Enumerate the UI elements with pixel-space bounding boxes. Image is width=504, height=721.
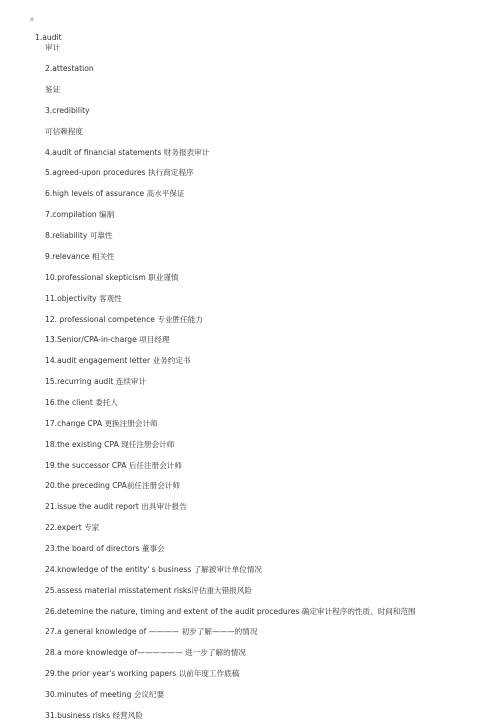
term-line: 29.the prior year's working papers 以前年度工作底稿 [45,669,240,678]
term-line: 审计 [45,43,61,52]
term-line: 4.audit of financial statements 财务报表审计 [45,148,210,157]
term-line: 17.change CPA 更换注册会计师 [45,419,158,428]
term-line: 1.audit [35,33,62,42]
term-line: 9.relevance 相关性 [45,252,115,261]
term-line: 21.issue the audit report 出具审计报告 [45,502,187,511]
term-line: 2.attestation [45,64,94,73]
term-line: 12. professional competence 专业胜任能力 [45,315,203,324]
term-line: 15.recurring audit 连续审计 [45,377,147,386]
term-line: 3.credibility [45,106,90,115]
term-line: 14.audit engagement letter 业务约定书 [45,356,191,365]
term-line: 25.assess material misstatement risks评估重大错报风险 [45,586,253,595]
term-line: 24.knowledge of the entity' s business 了解被审计单位情况 [45,565,263,574]
term-line: 13.Senior/CPA-in-charge 项目经理 [45,335,170,344]
term-line: 可信赖程度 [45,127,83,136]
term-line: 鉴证 [45,85,61,94]
term-line: 6.high levels of assurance 高水平保证 [45,189,185,198]
term-line: 26.detemine the nature, timing and extent of the audit procedures 确定审计程序的性质、时间和范围 [45,607,416,616]
term-line: 23.the board of directors 董事会 [45,544,165,553]
term-line: 18.the existing CPA 现任注册会计师 [45,440,175,449]
term-line: 19.the successor CPA 后任注册会计师 [45,461,182,470]
term-line: 5.agreed-upon procedures 执行商定程序 [45,168,194,177]
term-line: 22.expert 专家 [45,523,100,532]
term-line: 31.business risks 经营风险 [45,711,143,720]
term-line: 30.minutes of meeting 会议纪要 [45,690,165,699]
term-line: 28.a more knowledge of—————— 进一步了解的情况 [45,648,246,657]
term-line: 10.professional skepticism 职业谨慎 [45,273,179,282]
term-line: 20.the preceding CPA前任注册会计师 [45,481,180,490]
term-line: 11.objectivity 客观性 [45,294,122,303]
term-line: 7.compilation 编制 [45,210,115,219]
term-line: 27.a general knowledge of ———— 初步了解———的情况 [45,627,258,636]
corner-mark: ¤ [30,16,34,23]
term-line: 8.reliability 可靠性 [45,231,113,240]
term-line: 16.the client 委托人 [45,398,119,407]
